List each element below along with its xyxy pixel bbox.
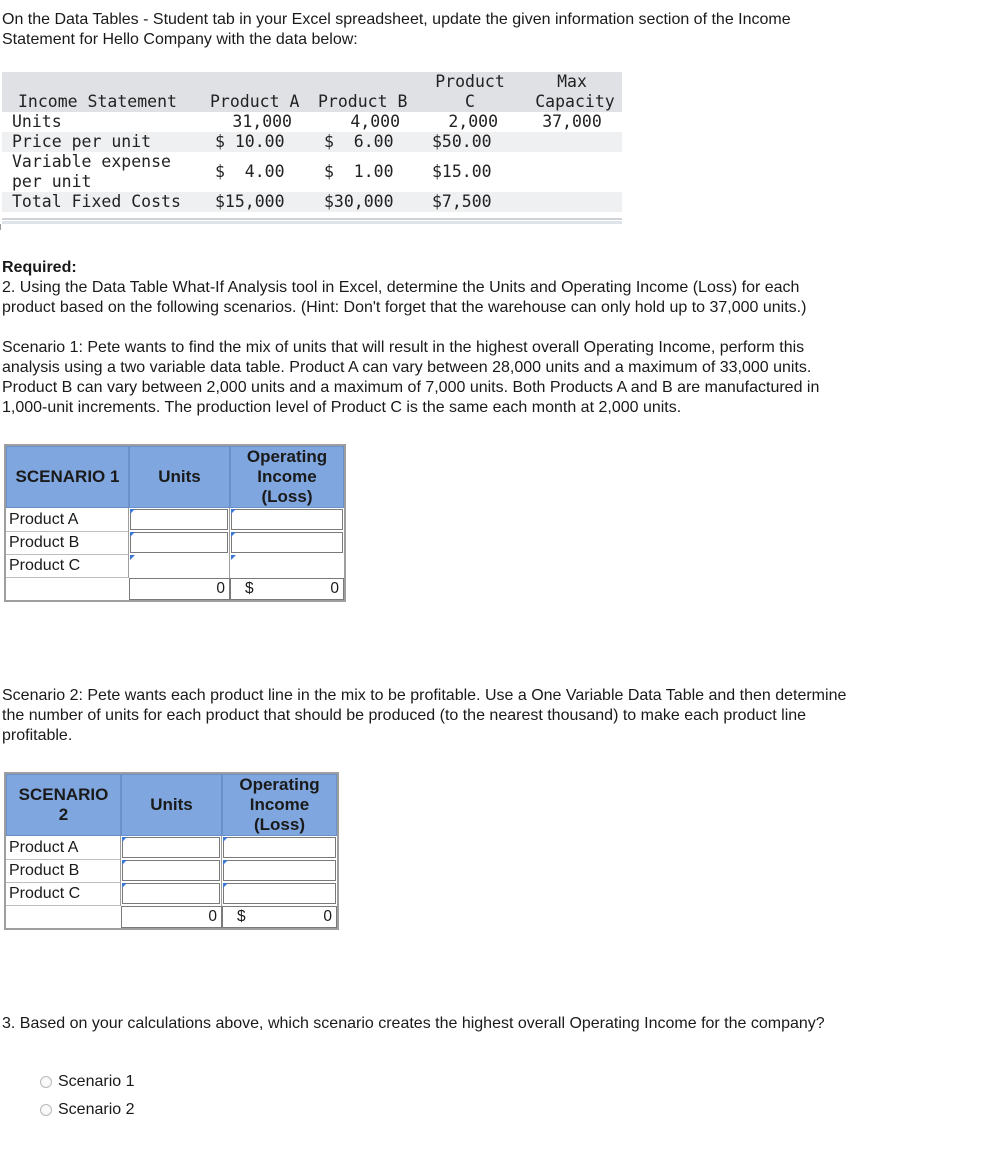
scenario2-units-product-c-input[interactable] <box>122 883 220 904</box>
scenario1-units-product-b-input[interactable] <box>130 532 228 553</box>
scenario2-total-units: 0 <box>121 906 222 928</box>
scenario2-units-product-b-input[interactable] <box>122 860 220 881</box>
scenario1-total-oi <box>230 578 344 600</box>
scenario-2-option-label: Scenario 2 <box>58 1101 135 1118</box>
header-max-top: Max <box>557 72 587 91</box>
scenario1-total-units: 0 <box>129 578 230 600</box>
scenario1-label-product-c: Product C <box>6 555 128 578</box>
scenario1-text-1: Scenario 1: Pete wants to find the mix of units that will result in the highest overall Operating Income, perform this <box>2 339 805 356</box>
scenario1-units-product-a-input[interactable] <box>130 509 228 530</box>
header-product-b: Product B <box>318 92 408 111</box>
scenario2-oi-product-b-input[interactable] <box>223 860 336 881</box>
scenario1-label-product-b: Product B <box>6 532 128 555</box>
scenario2-text-3: profitable. <box>2 727 73 744</box>
varexp-c: $15.00 <box>432 162 492 181</box>
scenario1-header-scenario: SCENARIO 1 <box>6 446 129 508</box>
intro-line-1: On the Data Tables - Student tab in your Excel spreadsheet, update the given information section of the Income <box>2 11 791 28</box>
header-income-statement: Income Statement <box>18 92 177 111</box>
scenario2-total-currency: $ <box>237 908 246 925</box>
scenario2-header-scenario: SCENARIO 2 <box>6 774 121 836</box>
units-max: 37,000 <box>542 112 602 131</box>
row-label-price: Price per unit <box>12 132 152 151</box>
header-product-a: Product A <box>210 92 300 111</box>
scenario2-total-oi <box>222 906 337 928</box>
required-heading: Required: <box>2 259 77 276</box>
scenario-1-option[interactable] <box>40 1072 135 1092</box>
scenario1-table <box>4 444 346 602</box>
row-label-variable-expense-2: per unit <box>12 172 92 191</box>
header-max-bottom: Capacity <box>535 92 615 111</box>
scenario1-header-operating-income: Operating Income (Loss) <box>230 446 344 508</box>
scenario1-total-currency: $ <box>245 580 254 597</box>
scenario2-total-oi-value: 0 <box>323 908 332 925</box>
scenario1-text-4: 1,000-unit increments. The production level of Product C is the same each month at 2,000 units. <box>2 399 682 416</box>
scenario2-text-1: Scenario 2: Pete wants each product line in the mix to be profitable. Use a One Variable Data Table and then determine <box>2 687 847 704</box>
row-label-units: Units <box>12 112 62 131</box>
scenario2-units-product-a-input[interactable] <box>122 837 220 858</box>
scenario1-oi-product-b-input[interactable] <box>231 532 343 553</box>
scenario2-header-units: Units <box>121 774 222 836</box>
scenario1-text-2: analysis using a two variable data table. Product A can vary between 28,000 units and a maximum of 33,000 units. <box>2 359 812 376</box>
scenario-1-option-label: Scenario 1 <box>58 1073 135 1090</box>
scenario1-header-units: Units <box>129 446 230 508</box>
q3-text: 3. Based on your calculations above, which scenario creates the highest overall Operating Income for the company? <box>2 1015 825 1032</box>
q2-line-2: product based on the following scenarios. (Hint: Don't forget that the warehouse can only hold up to 37,000 units.) <box>2 299 807 316</box>
varexp-b: $ 1.00 <box>324 162 394 181</box>
units-a: 31,000 <box>232 112 292 131</box>
radio-button-icon[interactable] <box>40 1076 52 1088</box>
scenario2-header-operating-income: Operating Income (Loss) <box>222 774 337 836</box>
scenario2-oi-product-a-input[interactable] <box>223 837 336 858</box>
income-statement-info-table <box>2 72 622 230</box>
row-label-variable-expense-1: Variable expense <box>12 152 171 171</box>
price-a: $ 10.00 <box>215 132 285 151</box>
scenario2-oi-product-c-input[interactable] <box>223 883 336 904</box>
scenario1-total-oi-value: 0 <box>330 580 339 597</box>
scenario2-label-product-b: Product B <box>6 860 120 883</box>
scenario2-label-product-c: Product C <box>6 883 120 906</box>
fixed-b: $30,000 <box>324 192 394 211</box>
scenario2-table <box>4 772 339 930</box>
varexp-a: $ 4.00 <box>215 162 285 181</box>
scenario1-oi-product-a-input[interactable] <box>231 509 343 530</box>
header-product-c-bottom: C <box>465 92 475 111</box>
fixed-a: $15,000 <box>215 192 285 211</box>
intro-line-2: Statement for Hello Company with the data below: <box>2 31 358 48</box>
scenario2-label-product-a: Product A <box>6 837 120 860</box>
scenario-2-option[interactable] <box>40 1100 135 1120</box>
radio-button-icon[interactable] <box>40 1104 52 1116</box>
header-product-c-top: Product <box>435 72 505 91</box>
price-b: $ 6.00 <box>324 132 394 151</box>
price-c: $50.00 <box>432 132 492 151</box>
q2-line-1: 2. Using the Data Table What-If Analysis tool in Excel, determine the Units and Operating Income (Loss) for each <box>2 279 800 296</box>
scenario1-text-3: Product B can vary between 2,000 units and a maximum of 7,000 units. Both Products A and B are manufactured in <box>2 379 820 396</box>
scenario2-text-2: the number of units for each product that should be produced (to the nearest thousand) to make each product line <box>2 707 807 724</box>
fixed-c: $7,500 <box>432 192 492 211</box>
units-c: 2,000 <box>448 112 498 131</box>
row-label-fixed-costs: Total Fixed Costs <box>12 192 181 211</box>
units-b: 4,000 <box>350 112 400 131</box>
scenario1-label-product-a: Product A <box>6 509 128 532</box>
